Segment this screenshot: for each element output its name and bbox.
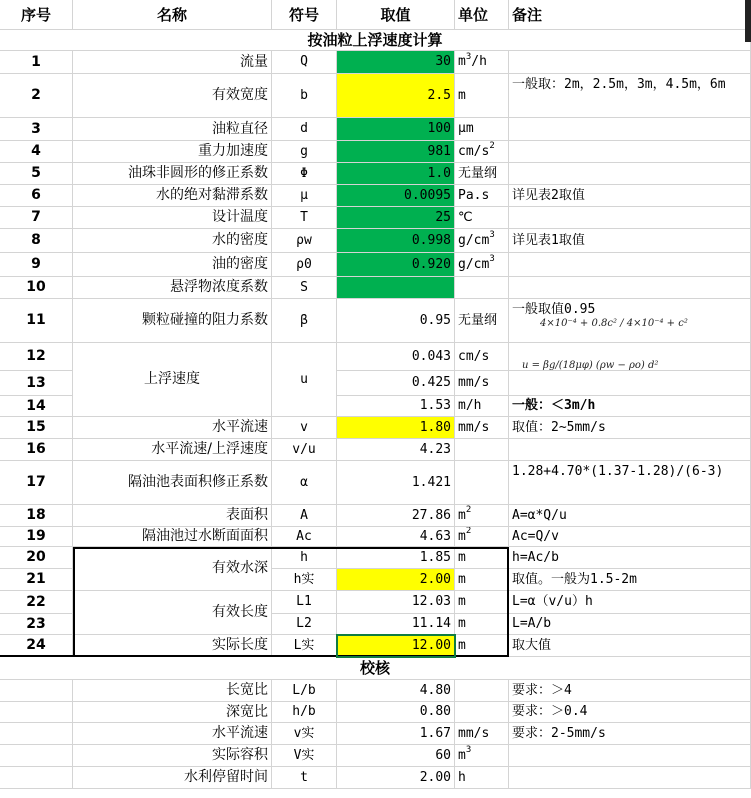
row-name[interactable]: 油的密度 (73, 253, 272, 277)
check-symbol[interactable]: t (272, 767, 337, 789)
check-unit[interactable]: mm/s (455, 723, 509, 745)
row-seq[interactable]: 8 (0, 229, 73, 253)
merged-eff-length-name[interactable]: 有效长度 (73, 591, 272, 635)
row-seq[interactable]: 20 (0, 547, 73, 569)
row-name[interactable]: 流量 (73, 51, 272, 74)
row-value[interactable]: 0.0095 (337, 185, 455, 207)
row-name[interactable]: 表面积 (73, 505, 272, 527)
row-symbol[interactable]: μ (272, 185, 337, 207)
row-name[interactable]: 水的密度 (73, 229, 272, 253)
row-seq[interactable]: 17 (0, 461, 73, 505)
row-seq[interactable]: 15 (0, 417, 73, 439)
row-unit[interactable]: m/h (455, 396, 509, 417)
column-header-name[interactable]: 名称 (73, 0, 272, 30)
row-value[interactable]: 4.63 (337, 527, 455, 547)
row-unit[interactable]: mm/s (455, 371, 509, 396)
row-name[interactable]: 水平流速/上浮速度 (73, 439, 272, 461)
row-seq[interactable]: 21 (0, 569, 73, 591)
check-symbol[interactable]: L/b (272, 680, 337, 702)
row-unit[interactable]: m (455, 569, 509, 591)
check-note[interactable] (509, 745, 751, 767)
row-unit[interactable] (455, 277, 509, 299)
row-seq[interactable]: 3 (0, 118, 73, 141)
row-value[interactable]: 25 (337, 207, 455, 229)
row-name[interactable]: 实际长度 (73, 635, 272, 657)
row-value[interactable]: 1.85 (337, 547, 455, 569)
row-value[interactable]: 100 (337, 118, 455, 141)
row-seq[interactable]: 1 (0, 51, 73, 74)
check-value[interactable]: 60 (337, 745, 455, 767)
row-value[interactable]: 4.23 (337, 439, 455, 461)
row-seq[interactable]: 11 (0, 299, 73, 343)
check-note[interactable]: 要求：2-5mm/s (509, 723, 751, 745)
check-value[interactable]: 1.67 (337, 723, 455, 745)
check-seq[interactable] (0, 702, 73, 723)
row-unit[interactable]: m 2 (455, 527, 509, 547)
check-seq[interactable] (0, 745, 73, 767)
row-value[interactable]: 30 (337, 51, 455, 74)
column-header-note[interactable]: 备注 (509, 0, 751, 30)
check-unit[interactable]: m 3 (455, 745, 509, 767)
row-value[interactable]: 2.5 (337, 74, 455, 118)
row-note[interactable] (509, 371, 751, 396)
row-seq[interactable]: 24 (0, 635, 73, 657)
row-note[interactable] (509, 439, 751, 461)
check-name[interactable]: 深宽比 (73, 702, 272, 723)
row-symbol[interactable]: h (272, 547, 337, 569)
row-seq[interactable]: 18 (0, 505, 73, 527)
row-name[interactable]: 水的绝对黏滞系数 (73, 185, 272, 207)
row-unit[interactable]: m (455, 635, 509, 657)
row-symbol[interactable]: v (272, 417, 337, 439)
row-name[interactable]: 隔油池表面积修正系数 (73, 461, 272, 505)
row-symbol[interactable]: Q (272, 51, 337, 74)
row-seq[interactable]: 12 (0, 343, 73, 371)
row-note[interactable]: 一般取：2m，2.5m，3m，4.5m，6m (509, 74, 751, 118)
row-unit[interactable]: g/cm 3 (455, 229, 509, 253)
check-note[interactable] (509, 767, 751, 789)
row-unit[interactable]: m 2 (455, 505, 509, 527)
row-symbol[interactable]: b (272, 74, 337, 118)
stokes-formula-image: u = βg/(18μφ) (ρw − ρo) d² (522, 360, 659, 371)
row-note[interactable] (509, 207, 751, 229)
row-value[interactable]: 981 (337, 141, 455, 163)
row-note[interactable] (509, 277, 751, 299)
row-note[interactable]: L=α（v/u）h (509, 591, 751, 614)
row-unit[interactable]: Pa.s (455, 185, 509, 207)
row-unit[interactable]: m (455, 591, 509, 614)
row-symbol[interactable]: d (272, 118, 337, 141)
row-unit[interactable]: cm/s 2 (455, 141, 509, 163)
check-unit[interactable] (455, 680, 509, 702)
row-note[interactable]: Ac=Q/v (509, 527, 751, 547)
row-seq[interactable]: 14 (0, 396, 73, 417)
row-note[interactable] (509, 118, 751, 141)
row-value[interactable]: 12.00 (337, 635, 455, 657)
check-symbol[interactable]: V实 (272, 745, 337, 767)
row-unit[interactable]: m (455, 547, 509, 569)
row-note[interactable]: 取大值 (509, 635, 751, 657)
row-unit[interactable] (455, 439, 509, 461)
column-header-seq[interactable]: 序号 (0, 0, 73, 30)
row-seq[interactable]: 7 (0, 207, 73, 229)
row-value[interactable]: 12.03 (337, 591, 455, 614)
row-symbol[interactable]: L实 (272, 635, 337, 657)
row-value[interactable]: 11.14 (337, 614, 455, 635)
row-symbol[interactable]: T (272, 207, 337, 229)
row-symbol[interactable]: ρ0 (272, 253, 337, 277)
row-symbol[interactable]: S (272, 277, 337, 299)
row-note[interactable]: 详见表1取值 (509, 229, 751, 253)
row-symbol[interactable]: h实 (272, 569, 337, 591)
row-seq[interactable]: 9 (0, 253, 73, 277)
row-value[interactable]: 0.425 (337, 371, 455, 396)
row-value[interactable]: 2.00 (337, 569, 455, 591)
check-value[interactable]: 4.80 (337, 680, 455, 702)
vertical-scrollbar[interactable] (745, 0, 751, 42)
row-seq[interactable]: 6 (0, 185, 73, 207)
check-name[interactable]: 实际容积 (73, 745, 272, 767)
row-seq[interactable]: 22 (0, 591, 73, 614)
row-note[interactable] (509, 51, 751, 74)
row-value[interactable]: 0.95 (337, 299, 455, 343)
row-note[interactable]: L=A/b (509, 614, 751, 635)
row-symbol[interactable]: α (272, 461, 337, 505)
row-note[interactable]: 取值。一般为1.5-2m (509, 569, 751, 591)
check-name[interactable]: 水利停留时间 (73, 767, 272, 789)
row-unit[interactable]: μm (455, 118, 509, 141)
column-header-unit[interactable]: 单位 (455, 0, 509, 30)
row-name[interactable]: 悬浮物浓度系数 (73, 277, 272, 299)
row-symbol[interactable]: Φ (272, 163, 337, 185)
row-unit[interactable]: mm/s (455, 417, 509, 439)
row-seq[interactable]: 19 (0, 527, 73, 547)
column-header-symbol[interactable]: 符号 (272, 0, 337, 30)
row-unit[interactable]: ℃ (455, 207, 509, 229)
row-symbol[interactable]: ρw (272, 229, 337, 253)
row-note[interactable] (509, 163, 751, 185)
row-name[interactable]: 设计温度 (73, 207, 272, 229)
row-value[interactable]: 1.421 (337, 461, 455, 505)
row-name[interactable]: 油粒直径 (73, 118, 272, 141)
row-unit[interactable]: m 3 /h (455, 51, 509, 74)
row-seq[interactable]: 4 (0, 141, 73, 163)
row-name[interactable]: 有效宽度 (73, 74, 272, 118)
check-title[interactable]: 校核 (0, 657, 751, 680)
row-symbol[interactable]: g (272, 141, 337, 163)
check-unit[interactable]: h (455, 767, 509, 789)
check-value[interactable]: 2.00 (337, 767, 455, 789)
row-note[interactable]: 一般：＜3m/h (509, 396, 751, 417)
check-seq[interactable] (0, 767, 73, 789)
row-note[interactable]: 1.28+4.70*(1.37-1.28)/(6-3) (509, 461, 751, 505)
row-symbol[interactable]: A (272, 505, 337, 527)
row-name[interactable]: 颗粒碰撞的阻力系数 (73, 299, 272, 343)
check-symbol[interactable]: v实 (272, 723, 337, 745)
row-value[interactable]: 1.53 (337, 396, 455, 417)
row-unit[interactable]: m (455, 614, 509, 635)
row-name[interactable]: 隔油池过水断面面积 (73, 527, 272, 547)
row-symbol[interactable]: L2 (272, 614, 337, 635)
row-seq[interactable]: 16 (0, 439, 73, 461)
row-note[interactable]: A=α*Q/u (509, 505, 751, 527)
row-unit[interactable]: 无量纲 (455, 163, 509, 185)
row-seq[interactable]: 2 (0, 74, 73, 118)
check-value[interactable]: 0.80 (337, 702, 455, 723)
check-seq[interactable] (0, 723, 73, 745)
row-value[interactable]: 0.920 (337, 253, 455, 277)
row-symbol[interactable]: Ac (272, 527, 337, 547)
row-value[interactable]: 0.998 (337, 229, 455, 253)
row-symbol[interactable]: L1 (272, 591, 337, 614)
row-value[interactable] (337, 277, 455, 299)
check-note[interactable]: 要求：＞0.4 (509, 702, 751, 723)
merged-rise-speed-name[interactable]: 上浮速度 (73, 343, 272, 417)
row-value[interactable]: 1.80 (337, 417, 455, 439)
row-seq[interactable]: 10 (0, 277, 73, 299)
row-unit[interactable]: 无量纲 (455, 299, 509, 343)
check-name[interactable]: 水平流速 (73, 723, 272, 745)
row-name[interactable]: 水平流速 (73, 417, 272, 439)
row-value[interactable]: 1.0 (337, 163, 455, 185)
row-symbol[interactable]: v/u (272, 439, 337, 461)
check-name[interactable]: 长宽比 (73, 680, 272, 702)
row-unit[interactable]: g/cm 3 (455, 253, 509, 277)
check-unit[interactable] (455, 702, 509, 723)
row-symbol[interactable]: β (272, 299, 337, 343)
row-seq[interactable]: 5 (0, 163, 73, 185)
check-symbol[interactable]: h/b (272, 702, 337, 723)
column-header-value[interactable]: 取值 (337, 0, 455, 30)
row-note[interactable]: 详见表2取值 (509, 185, 751, 207)
row-unit[interactable] (455, 461, 509, 505)
check-seq[interactable] (0, 680, 73, 702)
drag-formula-image: 4×10⁻⁴ + 0.8c² / 4×10⁻⁴ + c² (540, 318, 688, 329)
row-name[interactable]: 重力加速度 (73, 141, 272, 163)
row-value[interactable]: 0.043 (337, 343, 455, 371)
row-unit[interactable]: cm/s (455, 343, 509, 371)
row-note[interactable]: 取值：2~5mm/s (509, 417, 751, 439)
merged-eff-depth-name[interactable]: 有效水深 (73, 547, 272, 591)
row-value[interactable]: 27.86 (337, 505, 455, 527)
merged-rise-speed-symbol[interactable]: u (272, 343, 337, 417)
row-name[interactable]: 油珠非圆形的修正系数 (73, 163, 272, 185)
row-note[interactable]: 一般取值0.95 (509, 299, 751, 343)
row-unit[interactable]: m (455, 74, 509, 118)
row-note[interactable]: h=Ac/b (509, 547, 751, 569)
check-note[interactable]: 要求：＞4 (509, 680, 751, 702)
row-note[interactable] (509, 141, 751, 163)
row-seq[interactable]: 13 (0, 371, 73, 396)
row-note[interactable] (509, 253, 751, 277)
row-seq[interactable]: 23 (0, 614, 73, 635)
section-title[interactable]: 按油粒上浮速度计算 (0, 30, 751, 51)
